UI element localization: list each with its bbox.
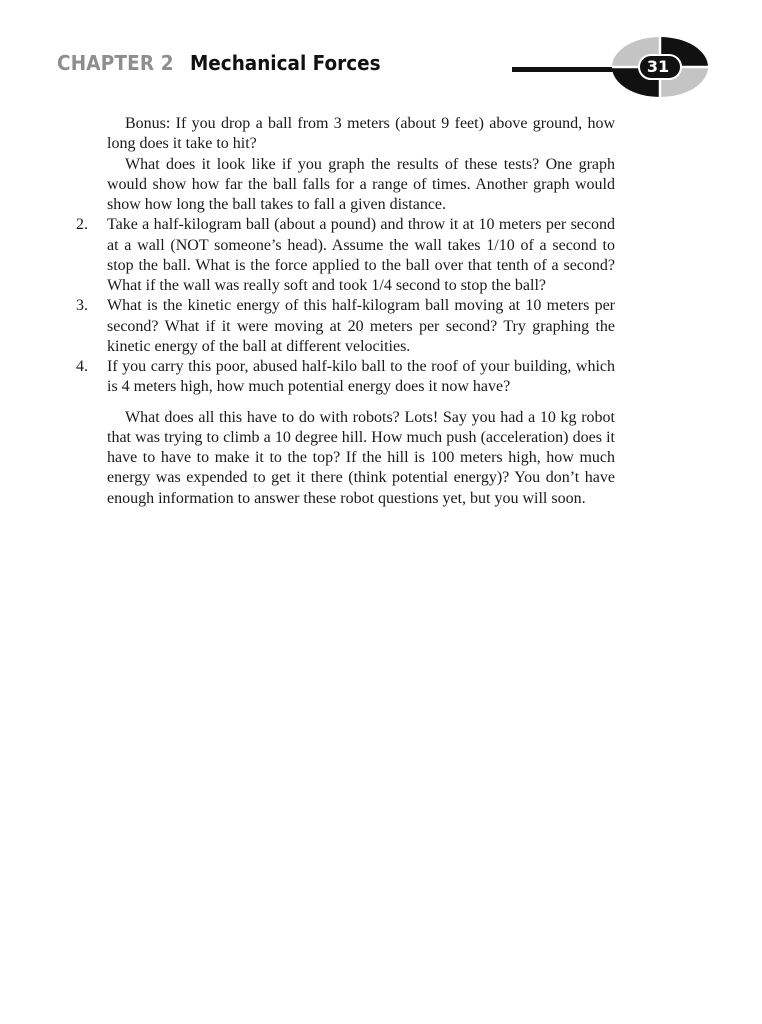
closing-paragraph: What does all this have to do with robots? Lots! Say you had a 10 kg robot that was trying to climb a 10 degree hill. How much push (acceleration) does it have to have to make it to the top? If the hill is 100 meters high, how much energy was expended to get it there (think potential energy)? You don’t have enough information to answer these robot questions yet, but you will soon. [107,408,615,507]
list-item-text: What is the kinetic energy of this half-kilogram ball moving at 10 meters per second? What if it were moving at 20 meters per second? Try graphing the kinetic energy of the ball at different velocities. [107,297,615,355]
list-item [76,296,615,357]
list-item-text: Take a half-kilogram ball (about a pound) and throw it at 10 meters per second at a wall (NOT someone’s head). Assume the wall takes 1/10 of a second to stop the ball. What is the force applied to the ball over that tenth of a second? What if the wall was really soft and took 1/4 second to stop the ball? [107,216,615,294]
list-item [76,357,615,398]
page-body [76,114,615,509]
list-item-number: 3. [76,297,88,315]
graph-paragraph: What does it look like if you graph the results of these tests? One graph would show how far the ball falls for a range of times. Another graph would show how long the ball takes to fall a given distance. [107,155,615,213]
list-item-text: If you carry this poor, abused half-kilo ball to the roof of your building, which is 4 meters high, how much potential energy does it now have? [107,358,615,396]
page-header [0,0,762,110]
list-item-number: 2. [76,216,88,234]
chapter-label: CHAPTER 2 [57,51,174,75]
exercise-list [76,215,615,397]
list-item [76,215,615,296]
chapter-title: Mechanical Forces [190,51,381,75]
list-item-number: 4. [76,358,88,375]
page-number: 31 [646,57,670,76]
bonus-paragraph: Bonus: If you drop a ball from 3 meters (about 9 feet) above ground, how long does it take to hit? [107,115,615,153]
